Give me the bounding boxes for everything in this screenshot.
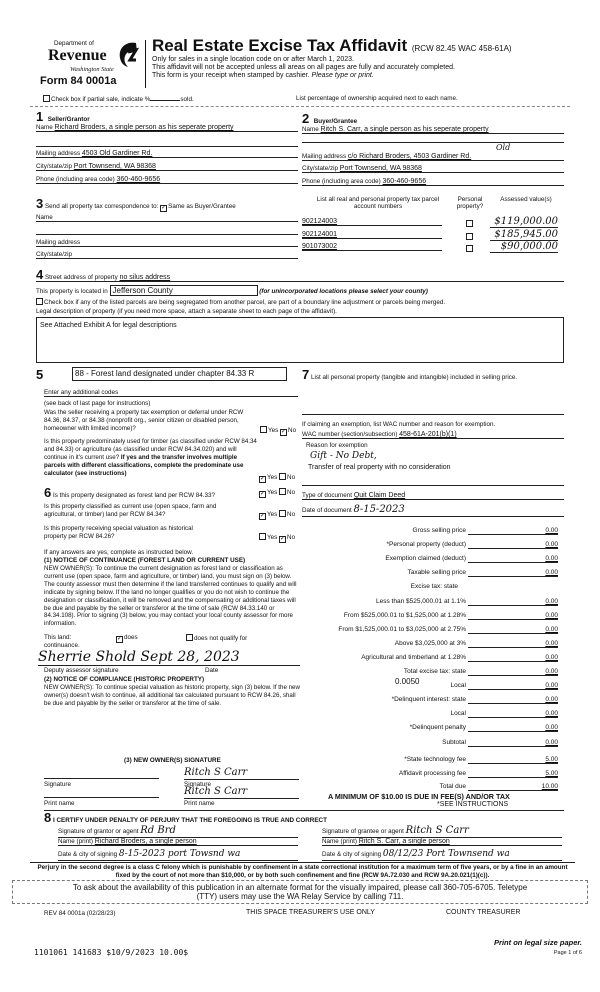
tax-row <box>300 779 558 791</box>
grantor-signature: Rd Brd <box>140 825 176 836</box>
buyer-mail: c/o Richard Broders, 4503 Gardiner Rd. <box>347 153 472 160</box>
corr-name-field[interactable] <box>36 214 298 222</box>
personal-property-checkbox[interactable] <box>466 220 473 227</box>
label: Yes <box>267 489 278 496</box>
grantor-name-field[interactable] <box>58 838 298 846</box>
tax-label: Taxable selling price <box>407 569 466 577</box>
partial-sale-checkbox[interactable] <box>43 95 50 102</box>
grantee-name: Ritch S. Carr, a single person <box>358 838 450 845</box>
section-number: 6 <box>44 485 52 500</box>
does-not-option <box>186 634 247 642</box>
tax-label: From $525,000.01 to $1,525,000 at 1.28% <box>343 611 466 619</box>
buyer-mail-field[interactable] <box>302 153 564 161</box>
q-current-use-answer <box>259 510 295 520</box>
certify-heading <box>44 811 327 824</box>
treasurer-stamp: 1101061 141683 $10/9/2023 10.00$ <box>34 948 189 957</box>
label: Mailing address <box>36 239 81 246</box>
tax-value[interactable]: 0.00 <box>468 527 558 535</box>
label: Check box if any of the listed parcels are being segregated from another parcel, are part of a boundary line adjustment or parcels being merged. <box>44 299 446 306</box>
wac-field[interactable] <box>302 431 564 439</box>
label: Phone (including area code) <box>36 176 115 183</box>
tax-value[interactable]: 0.00 <box>468 724 558 732</box>
tax-value[interactable]: 0.00 <box>468 541 558 549</box>
section-number: 2 <box>302 111 310 126</box>
tty-notice: To ask about the availability of this publication in an alternate format for the visually impaired, please call 360-705-6705. Teletype (TTY) users may use the WA Relay Service by calling 711. <box>12 880 588 904</box>
label: WAC number (section/subsection) <box>302 431 398 438</box>
buyer-city-field[interactable] <box>302 165 564 173</box>
buyer-name: Ritch S. Carr, a single person as his seperate property <box>320 126 489 133</box>
label: No <box>288 427 297 434</box>
owner-print-2[interactable]: Ritch S Carr <box>184 786 299 799</box>
exemption-label: If claiming an exemption, list WAC number and reason for exemption. <box>302 421 496 428</box>
label: Enter any additional codes <box>44 389 119 396</box>
label: Name (print) <box>322 838 357 845</box>
notice2-text: NEW OWNER(S): To continue special valuation as historic property, sign (3) below. If the new owner(s) doesn't wish to continue, all additional tax calculated pursuant to RCW 84.26, shall be due and payable by the seller or transferor at the time of sale. <box>44 684 300 707</box>
label: I CERTIFY UNDER PENALTY OF PERJURY THAT THE FOREGOING IS TRUE AND CORRECT <box>52 817 327 824</box>
partial-label: Check box if partial sale, indicate % <box>51 96 151 103</box>
tax-label: Gross selling price <box>412 527 466 534</box>
tax-label: Exemption claimed (deduct) <box>385 555 466 563</box>
reason-line <box>302 480 564 486</box>
subtitle-2: This affidavit will not be accepted unless all areas on all pages are fully and accurately completed. <box>152 64 455 71</box>
tax-value[interactable]: 0.00 <box>468 710 558 718</box>
assessed-col-header: Assessed value(s) <box>500 196 552 203</box>
doc-type-field[interactable] <box>302 492 564 500</box>
tax-row <box>300 551 558 563</box>
partial-sold: sold. <box>180 96 194 103</box>
tax-row <box>300 766 558 778</box>
tax-label: *Personal property (deduct) <box>386 541 466 549</box>
label: List all personal property (tangible and intangible) included in selling price. <box>310 374 518 381</box>
header-divider <box>145 40 146 88</box>
form-number: Form 84 0001a <box>40 75 117 87</box>
logo-revenue: Revenue <box>48 47 107 64</box>
label: If yes and the transfer involves multiple parcels with different classifications, complete the predominate use calculator (see instructions) <box>44 453 244 477</box>
tax-value[interactable]: 0.00 <box>468 555 558 563</box>
treasurer-use: THIS SPACE TREASURER'S USE ONLY <box>246 909 375 916</box>
label: No <box>287 511 296 518</box>
tax-value[interactable]: 0.00 <box>468 612 558 620</box>
notice1-title: (1) NOTICE OF CONTINUANCE (FOREST LAND OR CURRENT USE) <box>44 557 246 564</box>
tax-value[interactable]: 0.00 <box>468 640 558 648</box>
tax-label: Above $3,025,000 at 3% <box>394 639 466 647</box>
q-exemption: Was the seller receiving a property tax exemption or deferral under RCW 84.36, 84.37, or 84.38 (nonprofit org., senior citizen or disabled person, homeowner with limited income)? <box>44 409 244 432</box>
tax-row <box>300 706 558 718</box>
label: Send all property tax correspondence to: <box>44 203 159 210</box>
tax-value[interactable]: 0.00 <box>468 739 558 747</box>
signature-label: Signature <box>184 781 211 788</box>
logo-dept: Department of <box>54 40 94 47</box>
subtitle-1: Only for sales in a single location code on or after March 1, 2023. <box>152 56 354 63</box>
q-timber-answer <box>259 473 295 483</box>
additional-codes-field[interactable] <box>44 389 298 397</box>
tax-value[interactable]: 5.00 <box>468 770 558 778</box>
section-number: 7 <box>302 367 310 382</box>
yes-checkbox[interactable]: ✓ <box>260 476 266 482</box>
label: Street address of property <box>44 274 118 281</box>
label: Name <box>302 126 319 133</box>
buyer-name-line2[interactable] <box>302 140 564 143</box>
parcel-number[interactable]: 902124001 <box>302 231 442 239</box>
tax-label: Less than $525,000.01 at 1.1% <box>376 597 466 605</box>
rev-number: REV 84 0001a (02/28/23) <box>44 910 116 917</box>
segregated-row <box>36 298 445 306</box>
date-label: Date <box>205 667 219 674</box>
parcel-col-header: List all real and personal property tax parcel account numbers <box>316 196 440 210</box>
tax-row <box>300 537 558 549</box>
label: Name <box>36 214 53 221</box>
section-number: 5 <box>36 367 44 382</box>
does-option <box>116 634 138 643</box>
partial-sale <box>43 95 194 103</box>
label: Signature of grantee or agent <box>322 828 404 835</box>
subtitle-3-italic: Please type or print. <box>311 72 374 79</box>
parcel-number[interactable]: 902124003 <box>302 218 442 226</box>
tax-row <box>300 636 558 648</box>
label: City/state/zip <box>302 165 339 172</box>
grantor-name: Richard Broders, a single person <box>94 838 197 845</box>
dor-logo <box>40 38 140 87</box>
legal-paper-note: Print on legal size paper. <box>494 938 582 947</box>
label: Mailing address <box>302 153 347 160</box>
tax-value[interactable]: 0.00 <box>468 654 558 662</box>
county-select[interactable]: Jefferson County <box>110 285 258 296</box>
street-field[interactable] <box>36 268 564 282</box>
land-use-code-select[interactable]: 88 - Forest land designated under chapter 84.33 R <box>72 367 287 381</box>
label: Phone (including area code) <box>302 178 381 185</box>
buyer-mail-insert: Old <box>496 143 511 152</box>
label: Date & city of signing <box>58 851 118 858</box>
does-not-checkbox[interactable] <box>186 634 193 641</box>
tax-label: *Delinquent penalty <box>409 724 466 732</box>
tax-row <box>300 720 558 732</box>
minimum-due: A MINIMUM OF $10.00 IS DUE IN FEE(S) AND/OR TAX <box>328 792 510 801</box>
tax-row <box>300 752 558 764</box>
q-historic: Is this property receiving special valuation as historical property per RCW 84.26? <box>44 525 193 540</box>
label: Name (print) <box>58 838 93 845</box>
tax-value[interactable]: 0.00 <box>468 569 558 577</box>
county-note: (for unincorporated locations please select your county) <box>259 288 428 295</box>
doc-date-value: 8-15-2023 <box>353 504 405 515</box>
tax-value[interactable]: 10.00 <box>468 783 558 791</box>
owner-signature-1[interactable] <box>44 771 159 779</box>
wac-value: 458-61A-201(b)(1) <box>399 431 457 438</box>
tax-row <box>300 650 558 662</box>
buyer-city: Port Townsend, WA 98368 <box>339 165 422 172</box>
tax-row <box>300 579 558 591</box>
section-number: 4 <box>36 267 44 282</box>
personal-property-checkbox[interactable] <box>466 233 473 240</box>
see-back: (see back of last page for instructions) <box>44 400 151 407</box>
corr-mail-field[interactable] <box>36 239 298 247</box>
tax-value[interactable]: 5.00 <box>468 756 558 764</box>
tax-row <box>300 523 558 535</box>
no-checkbox[interactable] <box>279 473 286 480</box>
q-exemption-answer <box>260 426 296 436</box>
print-label: Print name <box>184 800 215 807</box>
tax-label: Local <box>450 710 466 718</box>
no-checkbox[interactable] <box>279 510 286 517</box>
tax-label: *State technology fee <box>404 756 466 763</box>
seller-name-field[interactable] <box>36 124 298 132</box>
doc-date-field[interactable] <box>302 504 564 517</box>
subtitle-3 <box>152 72 374 79</box>
tax-label: Total due <box>439 783 466 790</box>
personal-property-label <box>302 368 564 381</box>
label: Is this property predominately used for timber (as classified under RCW 84.34 and 84.33) or agriculture (as classified under RCW 84.34.020) and will continue in it's current use? <box>44 438 257 461</box>
legal-description-field[interactable]: See Attached Exhibit A for legal descriptions <box>36 317 564 363</box>
logo-state: Washington State <box>70 66 114 73</box>
q-forest-answer <box>259 488 295 498</box>
tax-label: Affidavit processing fee <box>398 769 466 777</box>
yes-checkbox[interactable] <box>259 533 266 540</box>
no-checkbox[interactable]: ✓ <box>281 429 287 435</box>
tax-label: *Delinquent interest: state <box>391 696 466 704</box>
label: Yes <box>268 427 279 434</box>
yes-checkbox[interactable]: ✓ <box>260 491 266 497</box>
seller-mail-field[interactable] <box>36 150 298 158</box>
seller-city: Port Townsend, WA 98368 <box>73 163 156 170</box>
reason-handwritten: Gift - No Debt, <box>310 451 377 461</box>
corr-city-field[interactable] <box>36 251 298 259</box>
reason-label: Reason for exemption <box>306 442 368 449</box>
perjury-notice: Perjury in the second degree is a class C felony which is punishable by confinement in a state correctional institution for a maximum term of five years, or by a fine in an amount fixed by the court of not more than $10,000, or by both such confinement and fine (RCW 9A.72.030 and RCW 9A.20.021(1)(c)). <box>30 862 575 879</box>
label: Mailing address <box>36 150 81 157</box>
title-text: Real Estate Excise Tax Affidavit <box>152 36 408 55</box>
county-treasurer: COUNTY TREASURER <box>446 909 521 916</box>
tax-row <box>300 622 558 634</box>
section-number: 8 <box>44 810 52 825</box>
grantee-signature-field[interactable] <box>322 825 562 838</box>
print-label: Print name <box>44 800 75 807</box>
tax-value[interactable]: 0.00 <box>468 696 558 704</box>
personal-col-header: Personal property? <box>456 196 484 210</box>
see-instructions: *SEE INSTRUCTIONS <box>437 801 509 808</box>
page-number: Page 1 of 6 <box>553 950 582 956</box>
tax-row <box>300 664 558 676</box>
tax-row <box>300 735 558 747</box>
grantee-name-field[interactable] <box>322 838 562 846</box>
doc-type-value: Quit Claim Deed <box>353 492 406 499</box>
tax-label: Local <box>450 682 466 690</box>
deputy-label: Deputy assessor signature <box>44 667 119 674</box>
partial-percent-field[interactable] <box>150 100 180 101</box>
county-row <box>36 285 428 296</box>
tax-label: Subtotal <box>442 738 466 746</box>
buyer-phone-field[interactable] <box>302 178 564 186</box>
seller-mail: 4503 Old Gardiner Rd. <box>81 150 153 157</box>
tax-value[interactable]: 0.00 <box>468 626 558 634</box>
label: does <box>124 634 138 641</box>
q-current-use: Is this property classified as current use (open space, farm and agricultural, or timber) land per RCW 84.34? <box>44 503 217 518</box>
section-number: 3 <box>36 196 44 211</box>
label: Date of document <box>302 507 352 514</box>
assessed-value[interactable]: $185,945.00 <box>490 229 558 241</box>
section-number: 1 <box>36 109 44 124</box>
label: No <box>287 489 296 496</box>
tax-label: From $1,525,000.01 to $3,025,000 at 2.75% <box>338 625 466 633</box>
assessor-signature: Sherrie Shold Sept 28, 2023 <box>38 650 300 666</box>
section-heading: Buyer/Grantee <box>313 118 358 125</box>
seller-phone-field[interactable] <box>36 176 298 184</box>
local-rate: 0.0050 <box>395 677 420 686</box>
q-forest <box>44 486 215 499</box>
ownership-note: List percentage of ownership acquired next to each name. <box>296 95 458 102</box>
does-checkbox[interactable]: ✓ <box>117 636 123 642</box>
tax-value[interactable]: 0.00 <box>468 598 558 606</box>
label: Date & city of signing <box>322 851 382 858</box>
tax-label: Excise tax: state <box>410 583 458 591</box>
title-citation: (RCW 82.45 WAC 458-61A) <box>411 44 512 53</box>
notice3-title: (3) NEW OWNER(S) SIGNATURE <box>124 757 221 764</box>
subtitle-3-text: This form is your receipt when stamped by cashier. <box>152 72 310 79</box>
label: Same as Buyer/Grantee <box>168 203 236 210</box>
personal-property-checkbox[interactable] <box>466 245 473 252</box>
section-heading: Seller/Grantor <box>47 116 90 123</box>
no-checkbox[interactable]: ✓ <box>280 536 286 542</box>
corr-name-line2[interactable] <box>36 227 298 235</box>
if-yes-note: If any answers are yes, complete as instructed below. <box>44 549 194 556</box>
notice2-title: (2) NOTICE OF COMPLIANCE (HISTORIC PROPERTY) <box>44 676 205 683</box>
dor-emblem-icon <box>116 40 140 68</box>
correspondence-heading <box>36 197 236 212</box>
grantee-date: 08/12/23 Port Townsend wa <box>382 849 510 859</box>
label: Type of document <box>302 492 353 499</box>
owner-print-1[interactable] <box>44 790 159 798</box>
assessed-value[interactable]: $90,000.00 <box>490 241 558 253</box>
reason-value[interactable]: Transfer of real property with no consideration <box>308 464 451 471</box>
this-land-label: This land: <box>44 634 72 641</box>
header-rule <box>30 106 570 107</box>
tax-label: Total excise tax: state <box>403 668 466 675</box>
tax-value[interactable]: 0.00 <box>468 668 558 676</box>
label: Signature of grantor or agent <box>58 828 139 835</box>
yes-checkbox[interactable]: ✓ <box>260 513 266 519</box>
seller-city-field[interactable] <box>36 163 298 171</box>
label: This property is located in <box>36 288 108 295</box>
grantor-signature-field[interactable] <box>58 825 298 838</box>
seller-name-line2[interactable] <box>36 139 298 147</box>
q-timber <box>44 438 259 478</box>
q-historic-answer <box>259 533 295 543</box>
legal-label: Legal description of property (if you need more space, attach a separate sheet to each page of the affidavit). <box>36 308 337 315</box>
tax-row <box>300 608 558 620</box>
same-as-buyer-checkbox[interactable]: ✓ <box>161 205 167 211</box>
label: City/state/zip <box>36 163 73 170</box>
assessed-value[interactable]: $119,000.00 <box>490 216 558 228</box>
grantor-date-field[interactable] <box>58 849 298 861</box>
continuance-label: continuance. <box>44 642 80 649</box>
label: Is this property designated as forest land per RCW 84.33? <box>52 492 216 499</box>
label: No <box>287 474 296 481</box>
no-checkbox[interactable] <box>279 488 286 495</box>
grantee-signature: Ritch S Carr <box>405 825 469 836</box>
label: Name <box>36 124 53 131</box>
label: Yes <box>267 534 278 541</box>
label: Yes <box>267 511 278 518</box>
personal-property-field[interactable] <box>302 405 564 415</box>
yes-checkbox[interactable] <box>260 426 267 433</box>
notice1-text: NEW OWNER(S): To continue the current designation as forest land or classification as current use (open space, farm and agriculture, or timber) land, you must sign on (3) below. The county assessor must then determine if the land transferred continues to qualify and will indicate by signing below. If the land no longer qualifies or you do not wish to continue the designation or classification, it will be removed and the compensating or additional taxes will be due and payable by the seller or transferor at the time of sale (RCW 84.33.140 or 84.34.108). Prior to signing (3) below, you may contact your local county assessor for more information. <box>44 565 297 628</box>
label: No <box>287 534 296 541</box>
tax-value[interactable]: 0.00 <box>468 682 558 690</box>
seller-name: Richard Broders, a single person as his seperate property <box>54 124 234 131</box>
seller-phone: 360-460-9656 <box>116 176 161 183</box>
segregated-checkbox[interactable] <box>36 298 43 305</box>
grantor-date: 8-15-2023 port Towsnd wa <box>118 849 241 859</box>
tax-row <box>300 594 558 606</box>
tax-row <box>300 565 558 577</box>
grantee-date-field[interactable] <box>322 849 562 861</box>
page-title <box>152 36 512 58</box>
tax-row <box>300 678 558 690</box>
tax-label: Agricultural and timberland at 1.28% <box>361 653 466 661</box>
label: does not qualify for <box>194 635 248 642</box>
buyer-phone: 360-460-9656 <box>382 178 427 185</box>
owner-signature-2[interactable]: Ritch S Carr <box>184 767 299 780</box>
parcel-number[interactable]: 901073002 <box>302 243 442 251</box>
buyer-name-field[interactable] <box>302 126 564 134</box>
street-value: no silus address <box>119 274 171 281</box>
label: City/state/zip <box>36 251 73 258</box>
signature-label: Signature <box>44 781 71 788</box>
tax-row <box>300 692 558 704</box>
label: Yes <box>267 474 278 481</box>
